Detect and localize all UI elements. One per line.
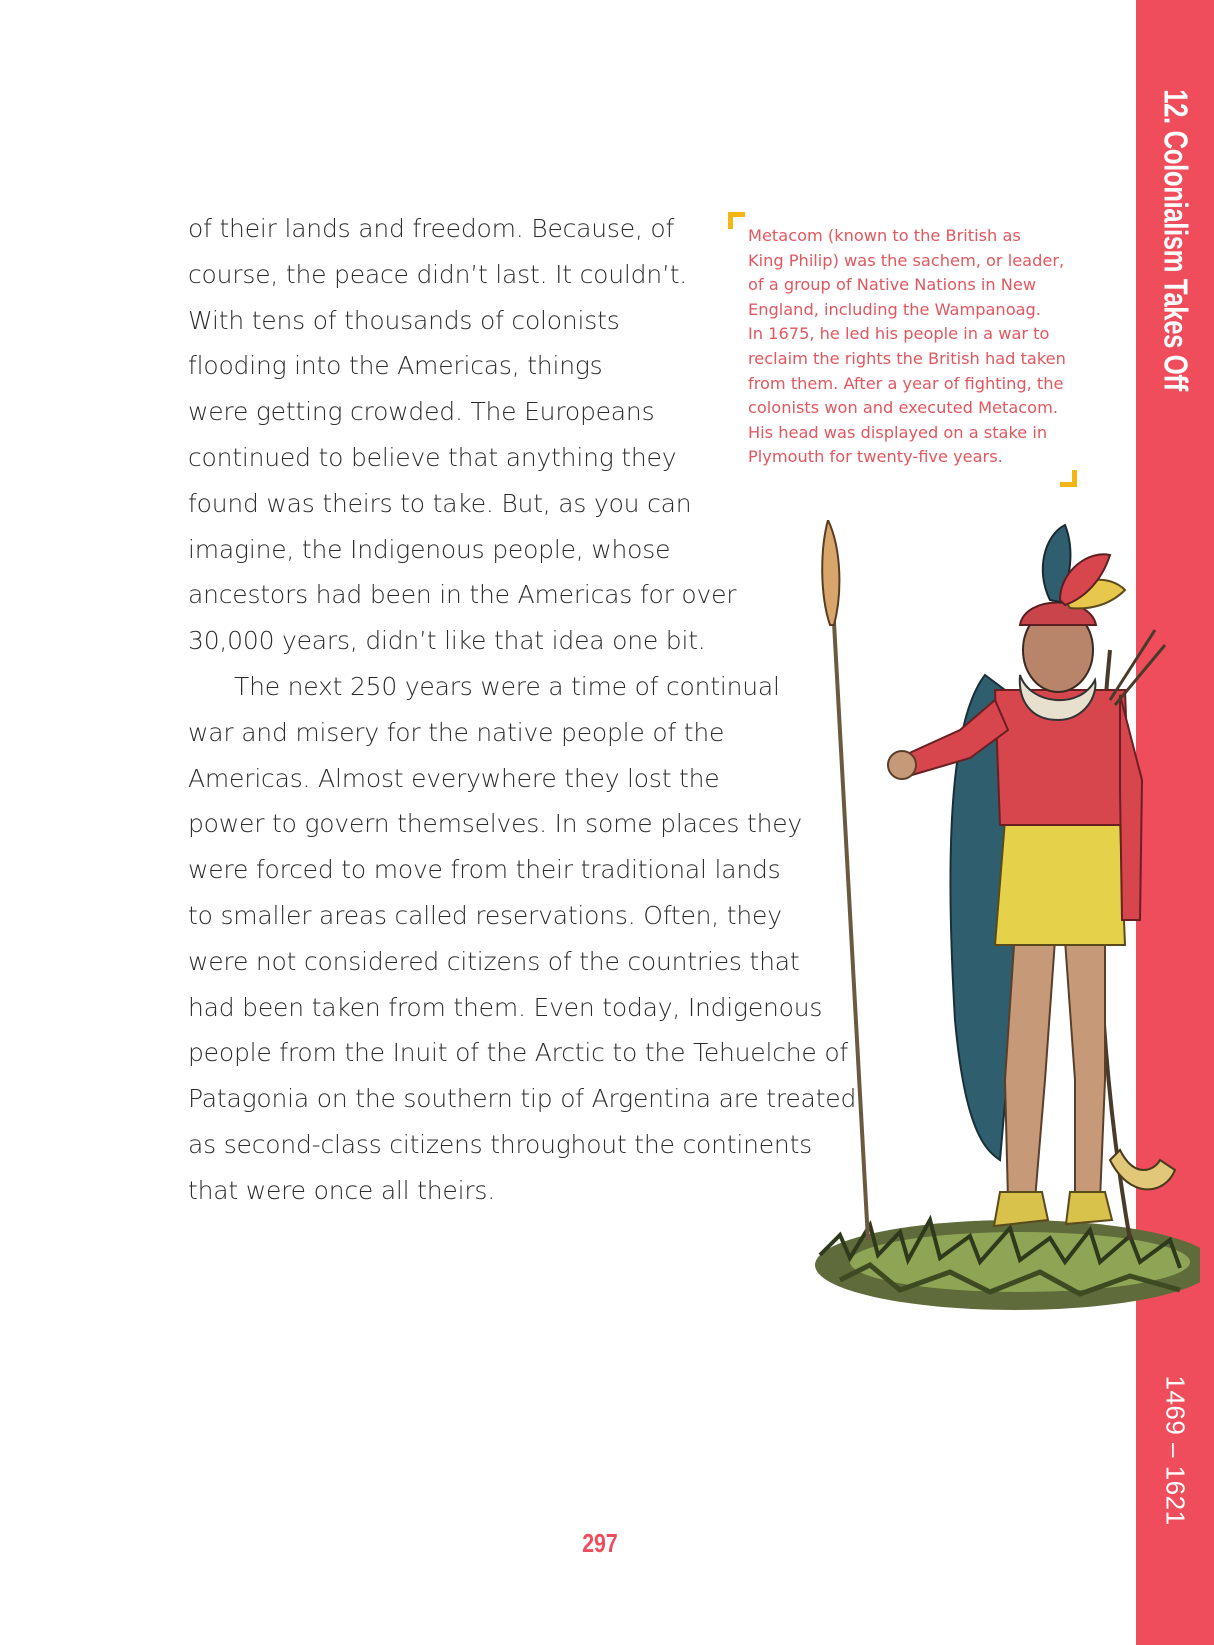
text-line: as second-class citizens throughout the continents	[188, 1129, 812, 1159]
text-line: were not considered citizens of the countries that	[188, 946, 800, 976]
chapter-dates: 1469 – 1621	[1160, 1374, 1191, 1526]
caption-line: of a group of Native Nations in New	[748, 275, 1037, 295]
caption-line: His head was displayed on a stake in	[748, 422, 1048, 442]
caption-line: King Philip) was the sachem, or leader,	[748, 250, 1065, 270]
text-line: to smaller areas called reservations. Often, they	[188, 900, 782, 930]
caption-line: Plymouth for twenty-five years.	[748, 447, 1003, 467]
yellow-skirt	[995, 820, 1125, 945]
text-line: of their lands and freedom. Because, of	[188, 214, 675, 243]
caption-line: reclaim the rights the British had taken	[748, 348, 1066, 368]
caption-bracket-top-left	[728, 212, 745, 229]
text-line: Patagonia on the southern tip of Argentina are treated	[188, 1084, 857, 1114]
caption-line: from them. After a year of fighting, the	[748, 373, 1064, 393]
metacom-illustration	[780, 520, 1200, 1370]
head	[1020, 603, 1096, 693]
text-line: ancestors had been in the Americas for over	[188, 580, 737, 610]
text-line: course, the peace didn’t last. It couldn’t.	[188, 259, 688, 289]
text-line: flooding into the Americas, things	[188, 351, 603, 381]
text-line: were forced to move from their traditional lands	[188, 855, 781, 885]
hand	[888, 751, 916, 779]
feather-headdress	[1043, 525, 1125, 608]
text-line: were getting crowded. The Europeans	[188, 397, 655, 427]
text-line: The next 250 years were a time of continual	[234, 671, 780, 701]
text-line: war and misery for the native people of the	[188, 717, 725, 747]
paragraph-2	[188, 664, 868, 1214]
grass-ground	[815, 1220, 1200, 1310]
text-line: that were once all theirs.	[188, 1175, 495, 1205]
text-line: had been taken from them. Even today, Indigenous	[188, 992, 823, 1022]
caption-line: In 1675, he led his people in a war to	[748, 324, 1050, 344]
caption-line: England, including the Wampanoag.	[748, 299, 1041, 319]
caption-line: Metacom (known to the British as	[748, 226, 1021, 245]
spear	[822, 520, 868, 1240]
text-line: power to govern themselves. In some places they	[188, 809, 803, 839]
illustration-caption	[748, 224, 1068, 470]
page-number: 297	[582, 1528, 618, 1558]
chapter-dates-vertical	[1136, 1374, 1214, 1526]
chapter-title: 12. Colonialism Takes Off	[1157, 89, 1194, 391]
legs	[994, 930, 1112, 1226]
text-line: people from the Inuit of the Arctic to the Tehuelche of	[188, 1038, 849, 1068]
caption-bracket-bottom-right	[1060, 470, 1077, 487]
text-line: With tens of thousands of colonists	[188, 305, 620, 335]
text-line: Americas. Almost everywhere they lost the	[188, 763, 720, 793]
text-line: continued to believe that anything they	[188, 442, 677, 472]
chapter-title-vertical	[1136, 60, 1214, 420]
caption-line: colonists won and executed Metacom.	[748, 398, 1058, 418]
text-line: found was theirs to take. But, as you can	[188, 488, 692, 518]
text-line: 30,000 years, didn’t like that idea one bit.	[188, 626, 706, 656]
text-line: imagine, the Indigenous people, whose	[188, 534, 671, 564]
